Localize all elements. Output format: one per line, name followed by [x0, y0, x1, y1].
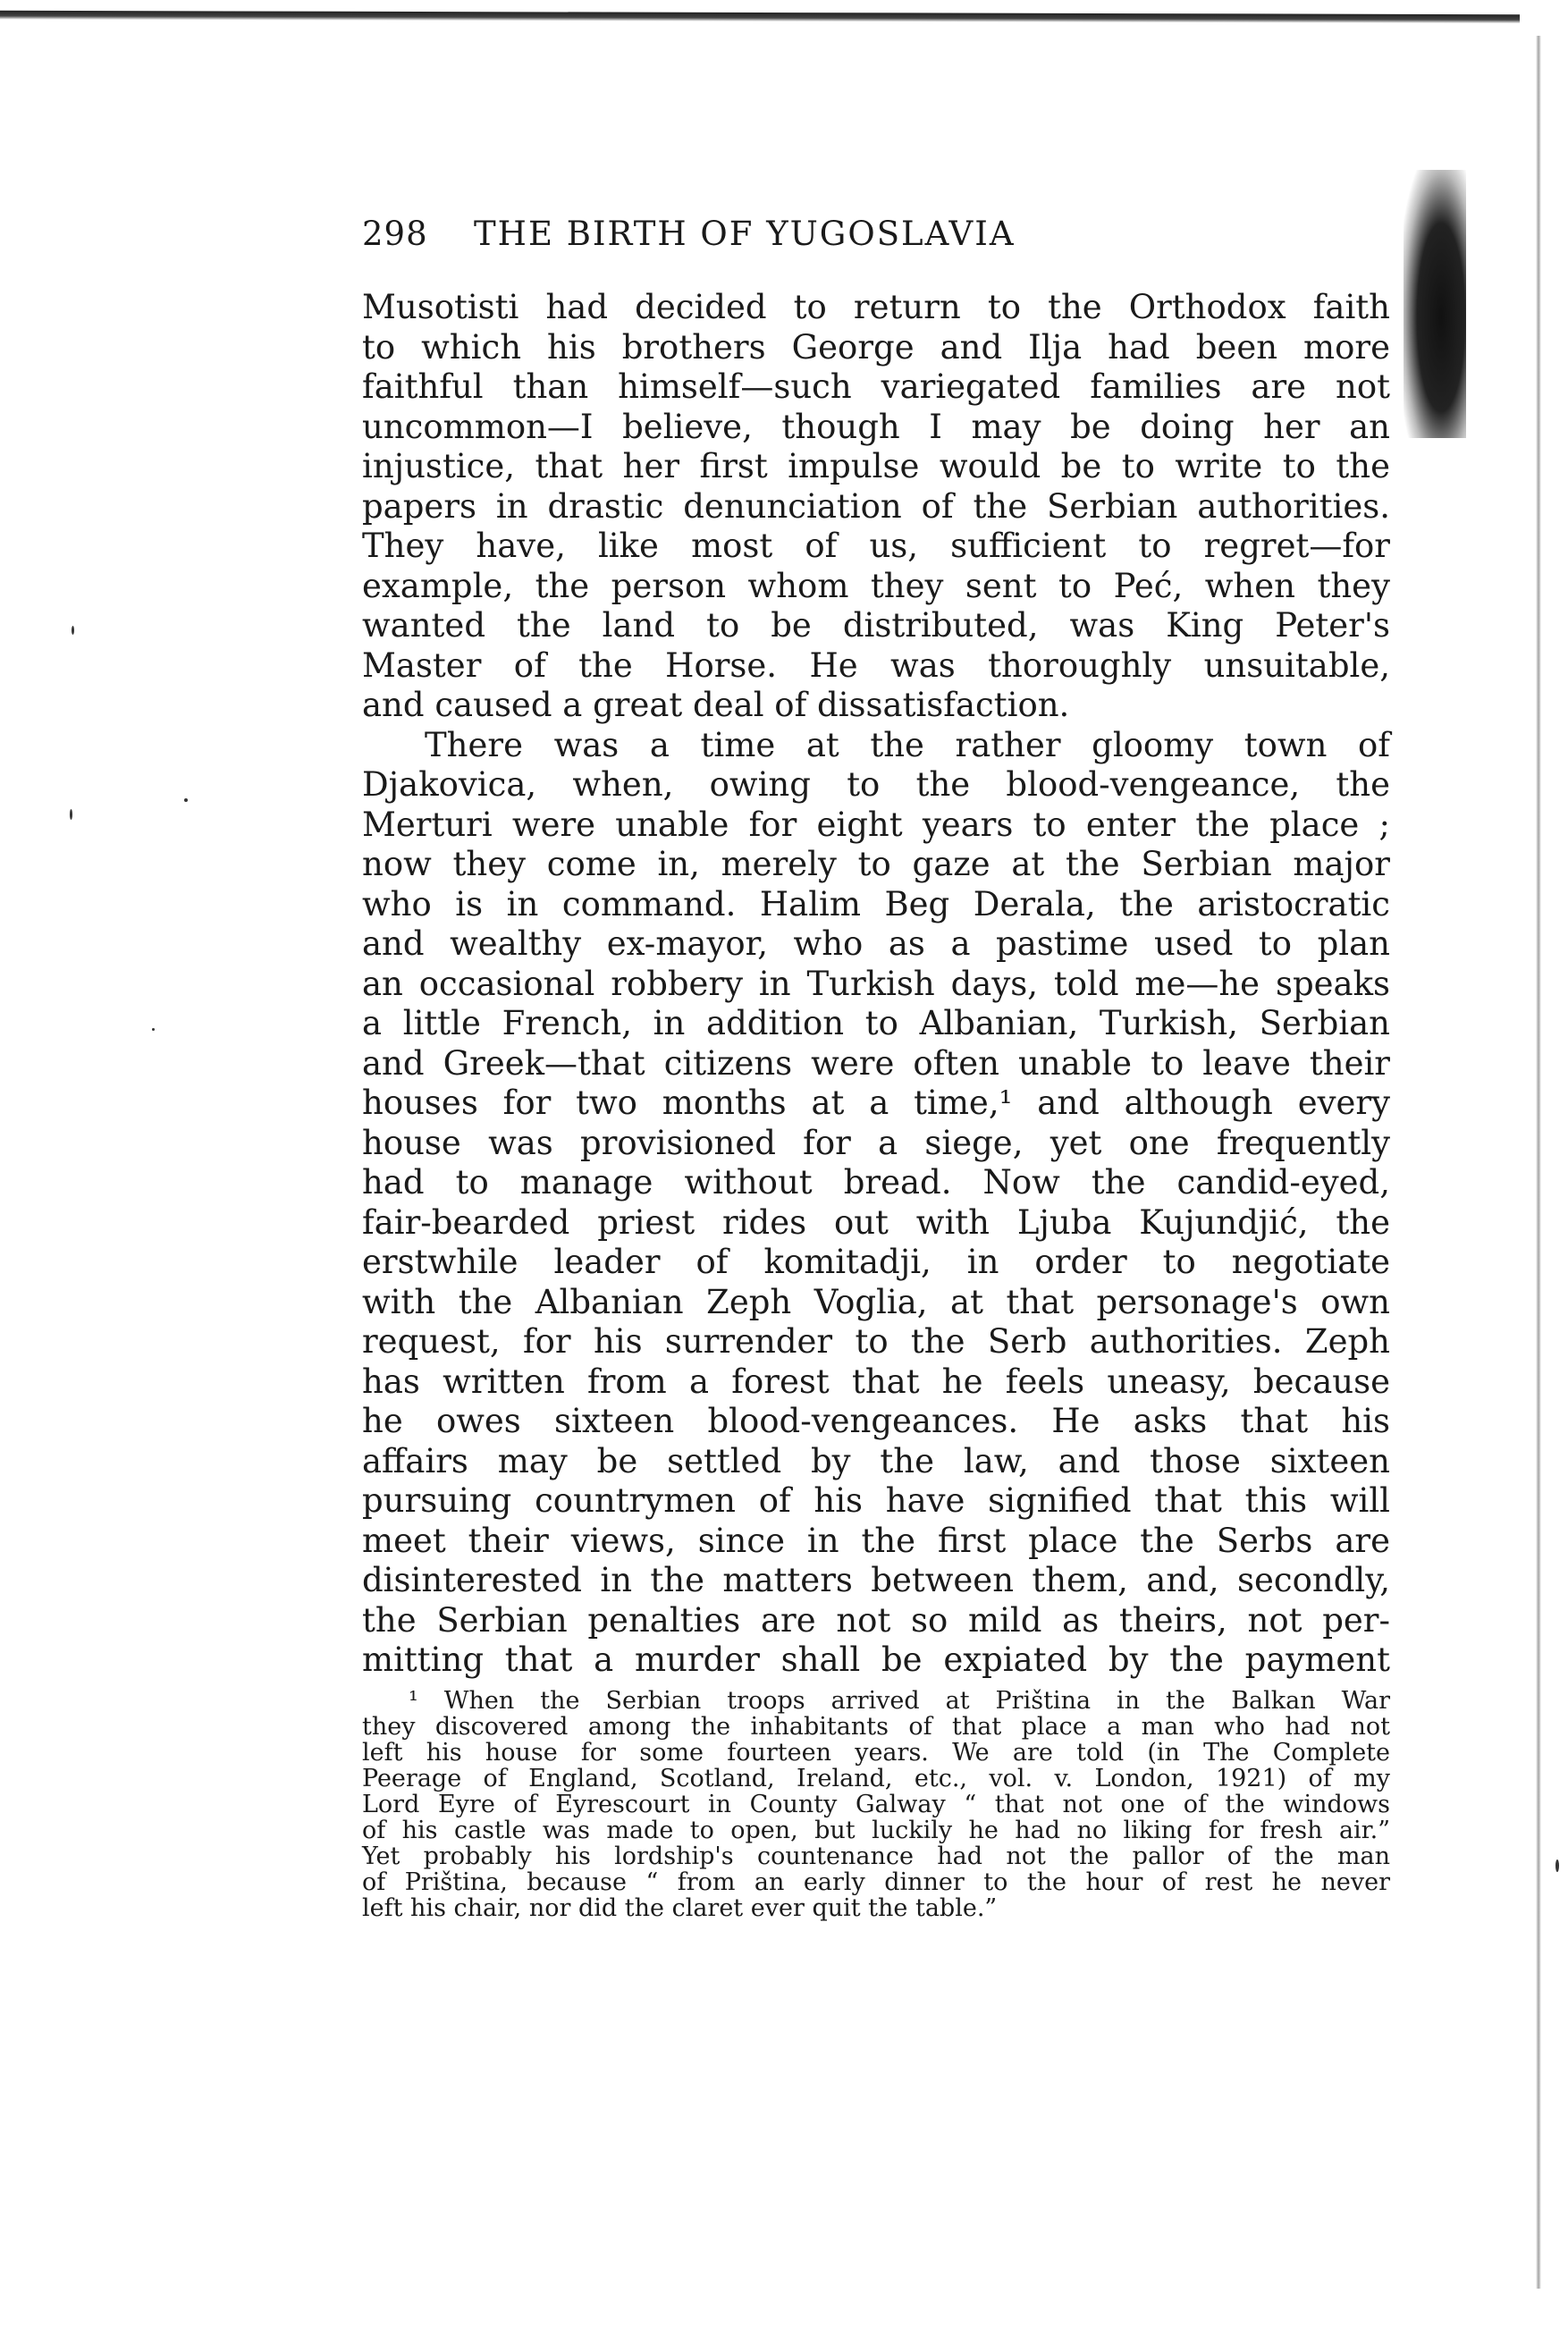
body-line: pursuing countrymen of his have signified that this will	[362, 1481, 1390, 1520]
body-line: request, for his surrender to the Serb authorities. Zeph	[362, 1322, 1390, 1361]
scan-speck	[152, 1028, 155, 1031]
body-line: who is in command. Halim Beg Derala, the aristocratic	[362, 884, 1390, 923]
body-line: he owes sixteen blood-vengeances. He asks that his	[362, 1402, 1390, 1440]
scan-speck	[1555, 1860, 1559, 1872]
body-line: papers in drastic denunciation of the Serbian authorities.	[362, 486, 1390, 526]
footnote-line: of his castle was made to open, but luckily he had no liking for fresh air.”	[362, 1816, 1390, 1844]
body-line: has written from a forest that he feels uneasy, because	[362, 1362, 1390, 1401]
scan-right-edge	[1536, 36, 1541, 2289]
footnote-line: Yet probably his lordship's countenance had not the pallor of the man	[362, 1842, 1390, 1870]
body-line: Djakovica, when, owing to the blood-vengeance, the	[362, 765, 1390, 804]
scan-speck	[184, 798, 188, 802]
body-line: meet their views, since in the first place the Serbs are	[362, 1521, 1390, 1560]
body-line: Musotisti had decided to return to the Orthodox faith	[362, 288, 1390, 326]
footnotes	[362, 1688, 1390, 1921]
scan-speck	[72, 626, 74, 635]
body-line: with the Albanian Zeph Voglia, at that personage's own	[362, 1282, 1390, 1321]
body-line: uncommon—I believe, though I may be doing her an	[362, 407, 1390, 446]
footnote-line: Peerage of England, Scotland, Ireland, etc., vol. v. London, 1921) of my	[362, 1764, 1390, 1792]
body-line: to which his brothers George and Ilja had been more	[362, 327, 1390, 367]
body-line: erstwhile leader of komitadji, in order to negotiate	[362, 1243, 1390, 1281]
book-title: THE BIRTH OF YUGOSLAVIA	[474, 215, 1016, 253]
body-line: mitting that a murder shall be expiated by the payment	[362, 1640, 1390, 1679]
body-line: wanted the land to be distributed, was King Peter's	[362, 606, 1390, 645]
body-line: injustice, that her first impulse would be to write to the	[362, 447, 1390, 485]
book-page	[362, 215, 1390, 1921]
footnote-line: they discovered among the inhabitants of that place a man who had not	[362, 1712, 1390, 1741]
body-line: the Serbian penalties are not so mild as theirs, not per-	[362, 1600, 1390, 1640]
scan-binding-shadow	[1404, 170, 1466, 438]
footnote-line: ¹ When the Serbian troops arrived at Priština in the Balkan War	[409, 1686, 1390, 1715]
body-line: and wealthy ex-mayor, who as a pastime used to plan	[362, 924, 1390, 963]
scan-top-border	[0, 11, 1520, 23]
body-line: disinterested in the matters between them, and, secondly,	[362, 1561, 1390, 1599]
body-line: They have, like most of us, sufficient to regret—for	[362, 527, 1390, 565]
body-line: houses for two months at a time,¹ and although every	[362, 1084, 1390, 1122]
body-line: faithful than himself—such variegated families are not	[362, 367, 1390, 406]
body-line: a little French, in addition to Albanian, Turkish, Serbian	[362, 1004, 1390, 1042]
page-number: 298	[362, 215, 428, 253]
body-text	[362, 288, 1390, 1681]
body-line: example, the person whom they sent to Peć, when they	[362, 566, 1390, 605]
body-line: and caused a great deal of dissatisfaction.	[362, 686, 1070, 724]
running-head	[362, 215, 1390, 268]
body-line: affairs may be settled by the law, and those sixteen	[362, 1441, 1390, 1480]
body-line: had to manage without bread. Now the candid-eyed,	[362, 1163, 1390, 1202]
body-line: an occasional robbery in Turkish days, told me—he speaks	[362, 964, 1390, 1003]
scan-speck	[70, 809, 72, 820]
body-line: and Greek—that citizens were often unable to leave their	[362, 1043, 1390, 1083]
body-line: fair-bearded priest rides out with Ljuba Kujundjić, the	[362, 1202, 1390, 1242]
footnote-line: of Priština, because “ from an early dinner to the hour of rest he never	[362, 1868, 1390, 1896]
footnote-line: left his chair, nor did the claret ever quit the table.”	[362, 1893, 998, 1922]
footnote-line: Lord Eyre of Eyrescourt in County Galway “ that not one of the windows	[362, 1790, 1390, 1818]
body-line: now they come in, merely to gaze at the Serbian major	[362, 845, 1390, 883]
body-line: Master of the Horse. He was thoroughly unsuitable,	[362, 645, 1390, 685]
footnote-line: left his house for some fourteen years. We are told (in The Complete	[362, 1738, 1390, 1767]
body-line: house was provisioned for a siege, yet one frequently	[362, 1123, 1390, 1162]
body-line: There was a time at the rather gloomy town of	[425, 725, 1390, 764]
body-line: Merturi were unable for eight years to enter the place ;	[362, 805, 1390, 844]
